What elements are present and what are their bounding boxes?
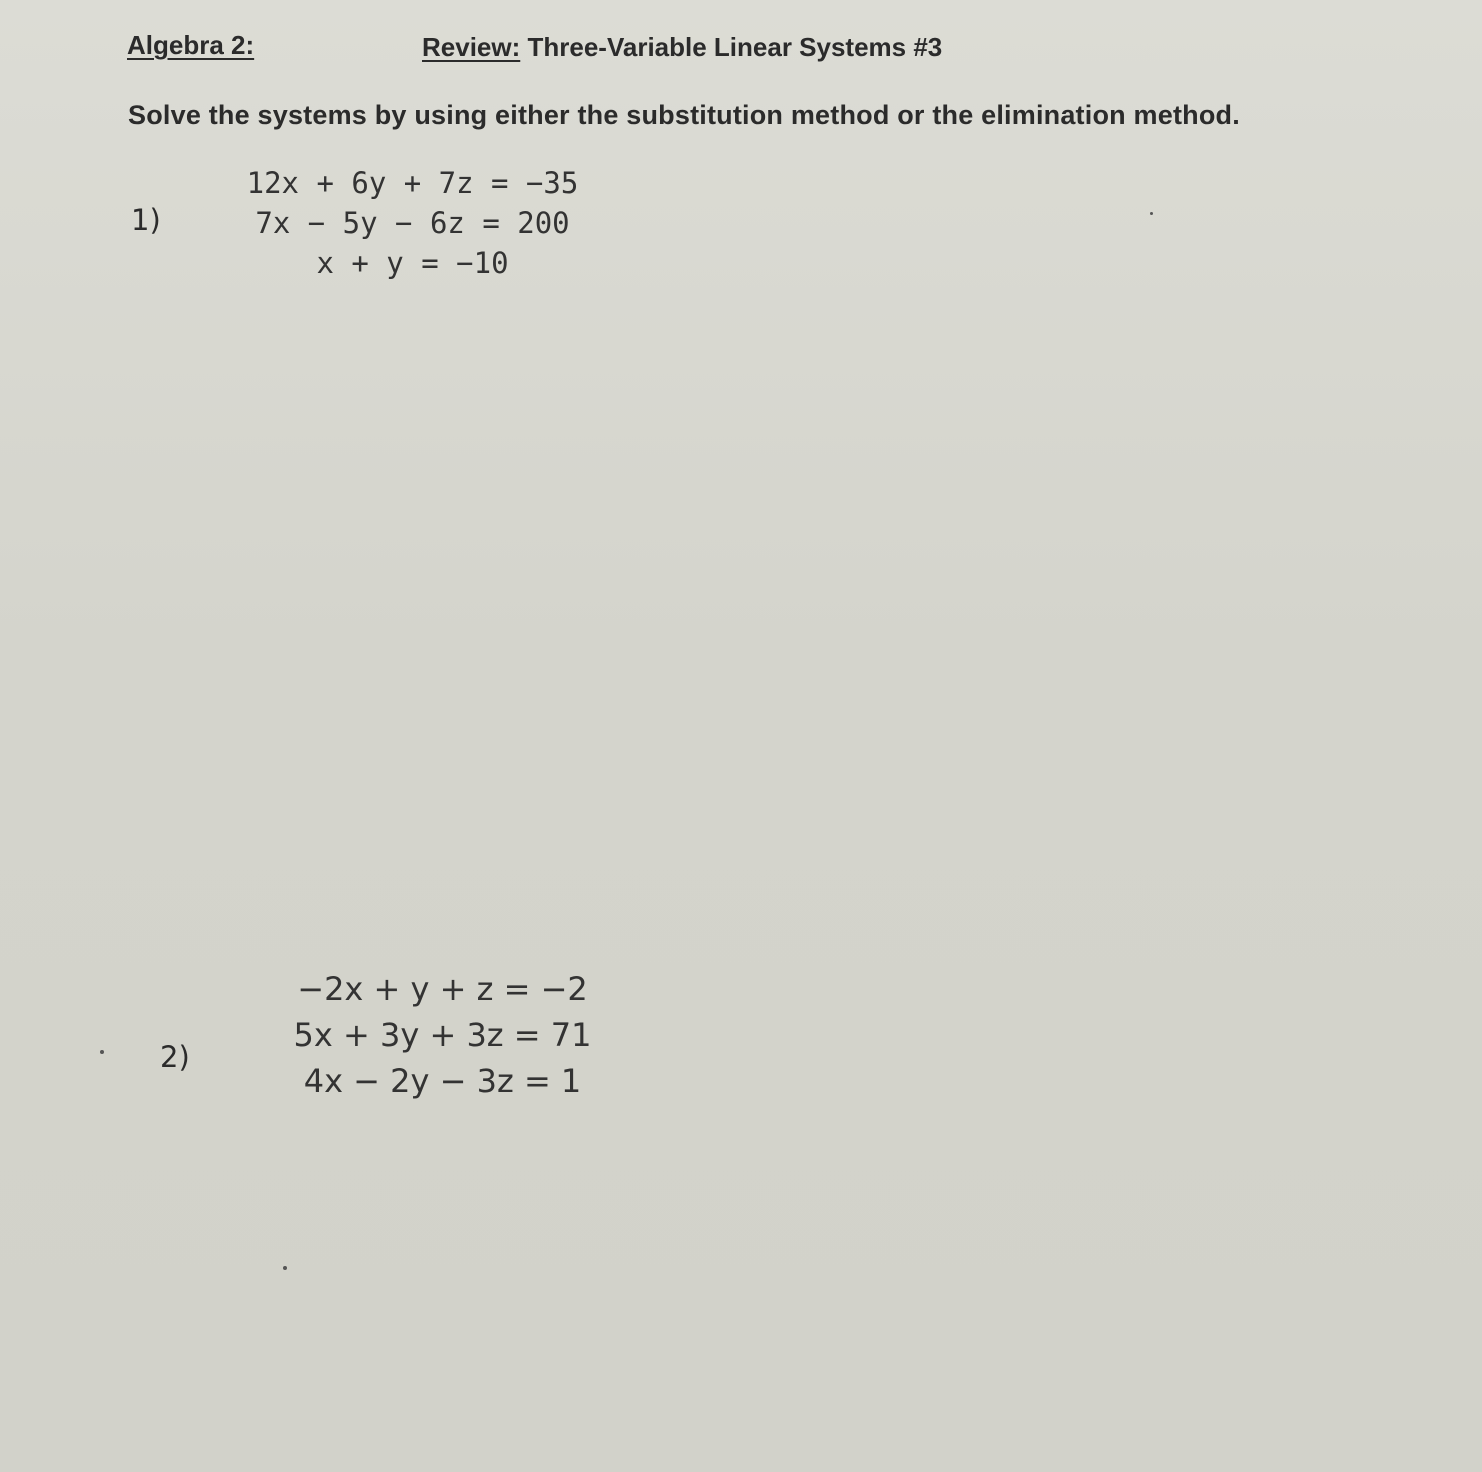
review-label: Review: xyxy=(422,32,521,62)
worksheet-title xyxy=(422,32,942,63)
equation: 12x + 6y + 7z = −35 xyxy=(246,166,579,200)
equation: 7x − 5y − 6z = 200 xyxy=(255,206,570,240)
equation: −2x + y + z = −2 xyxy=(297,970,588,1008)
problem-2-equations xyxy=(270,966,615,1104)
paper-speck xyxy=(283,1266,287,1270)
equation: 4x − 2y − 3z = 1 xyxy=(303,1062,582,1100)
problem-1-number: 1) xyxy=(131,203,161,237)
instructions-text: Solve the systems by using either the substitution method or the elimination method. xyxy=(128,100,1240,130)
problem-1-equations xyxy=(230,163,595,283)
equation: 5x + 3y + 3z = 71 xyxy=(293,1016,592,1054)
paper-speck xyxy=(1150,212,1153,215)
review-title: Three-Variable Linear Systems #3 xyxy=(527,32,943,62)
problem-2-number: 2) xyxy=(160,1040,190,1074)
paper-speck xyxy=(100,1050,104,1054)
equation: x + y = −10 xyxy=(316,246,509,280)
course-heading: Algebra 2: xyxy=(127,30,255,60)
